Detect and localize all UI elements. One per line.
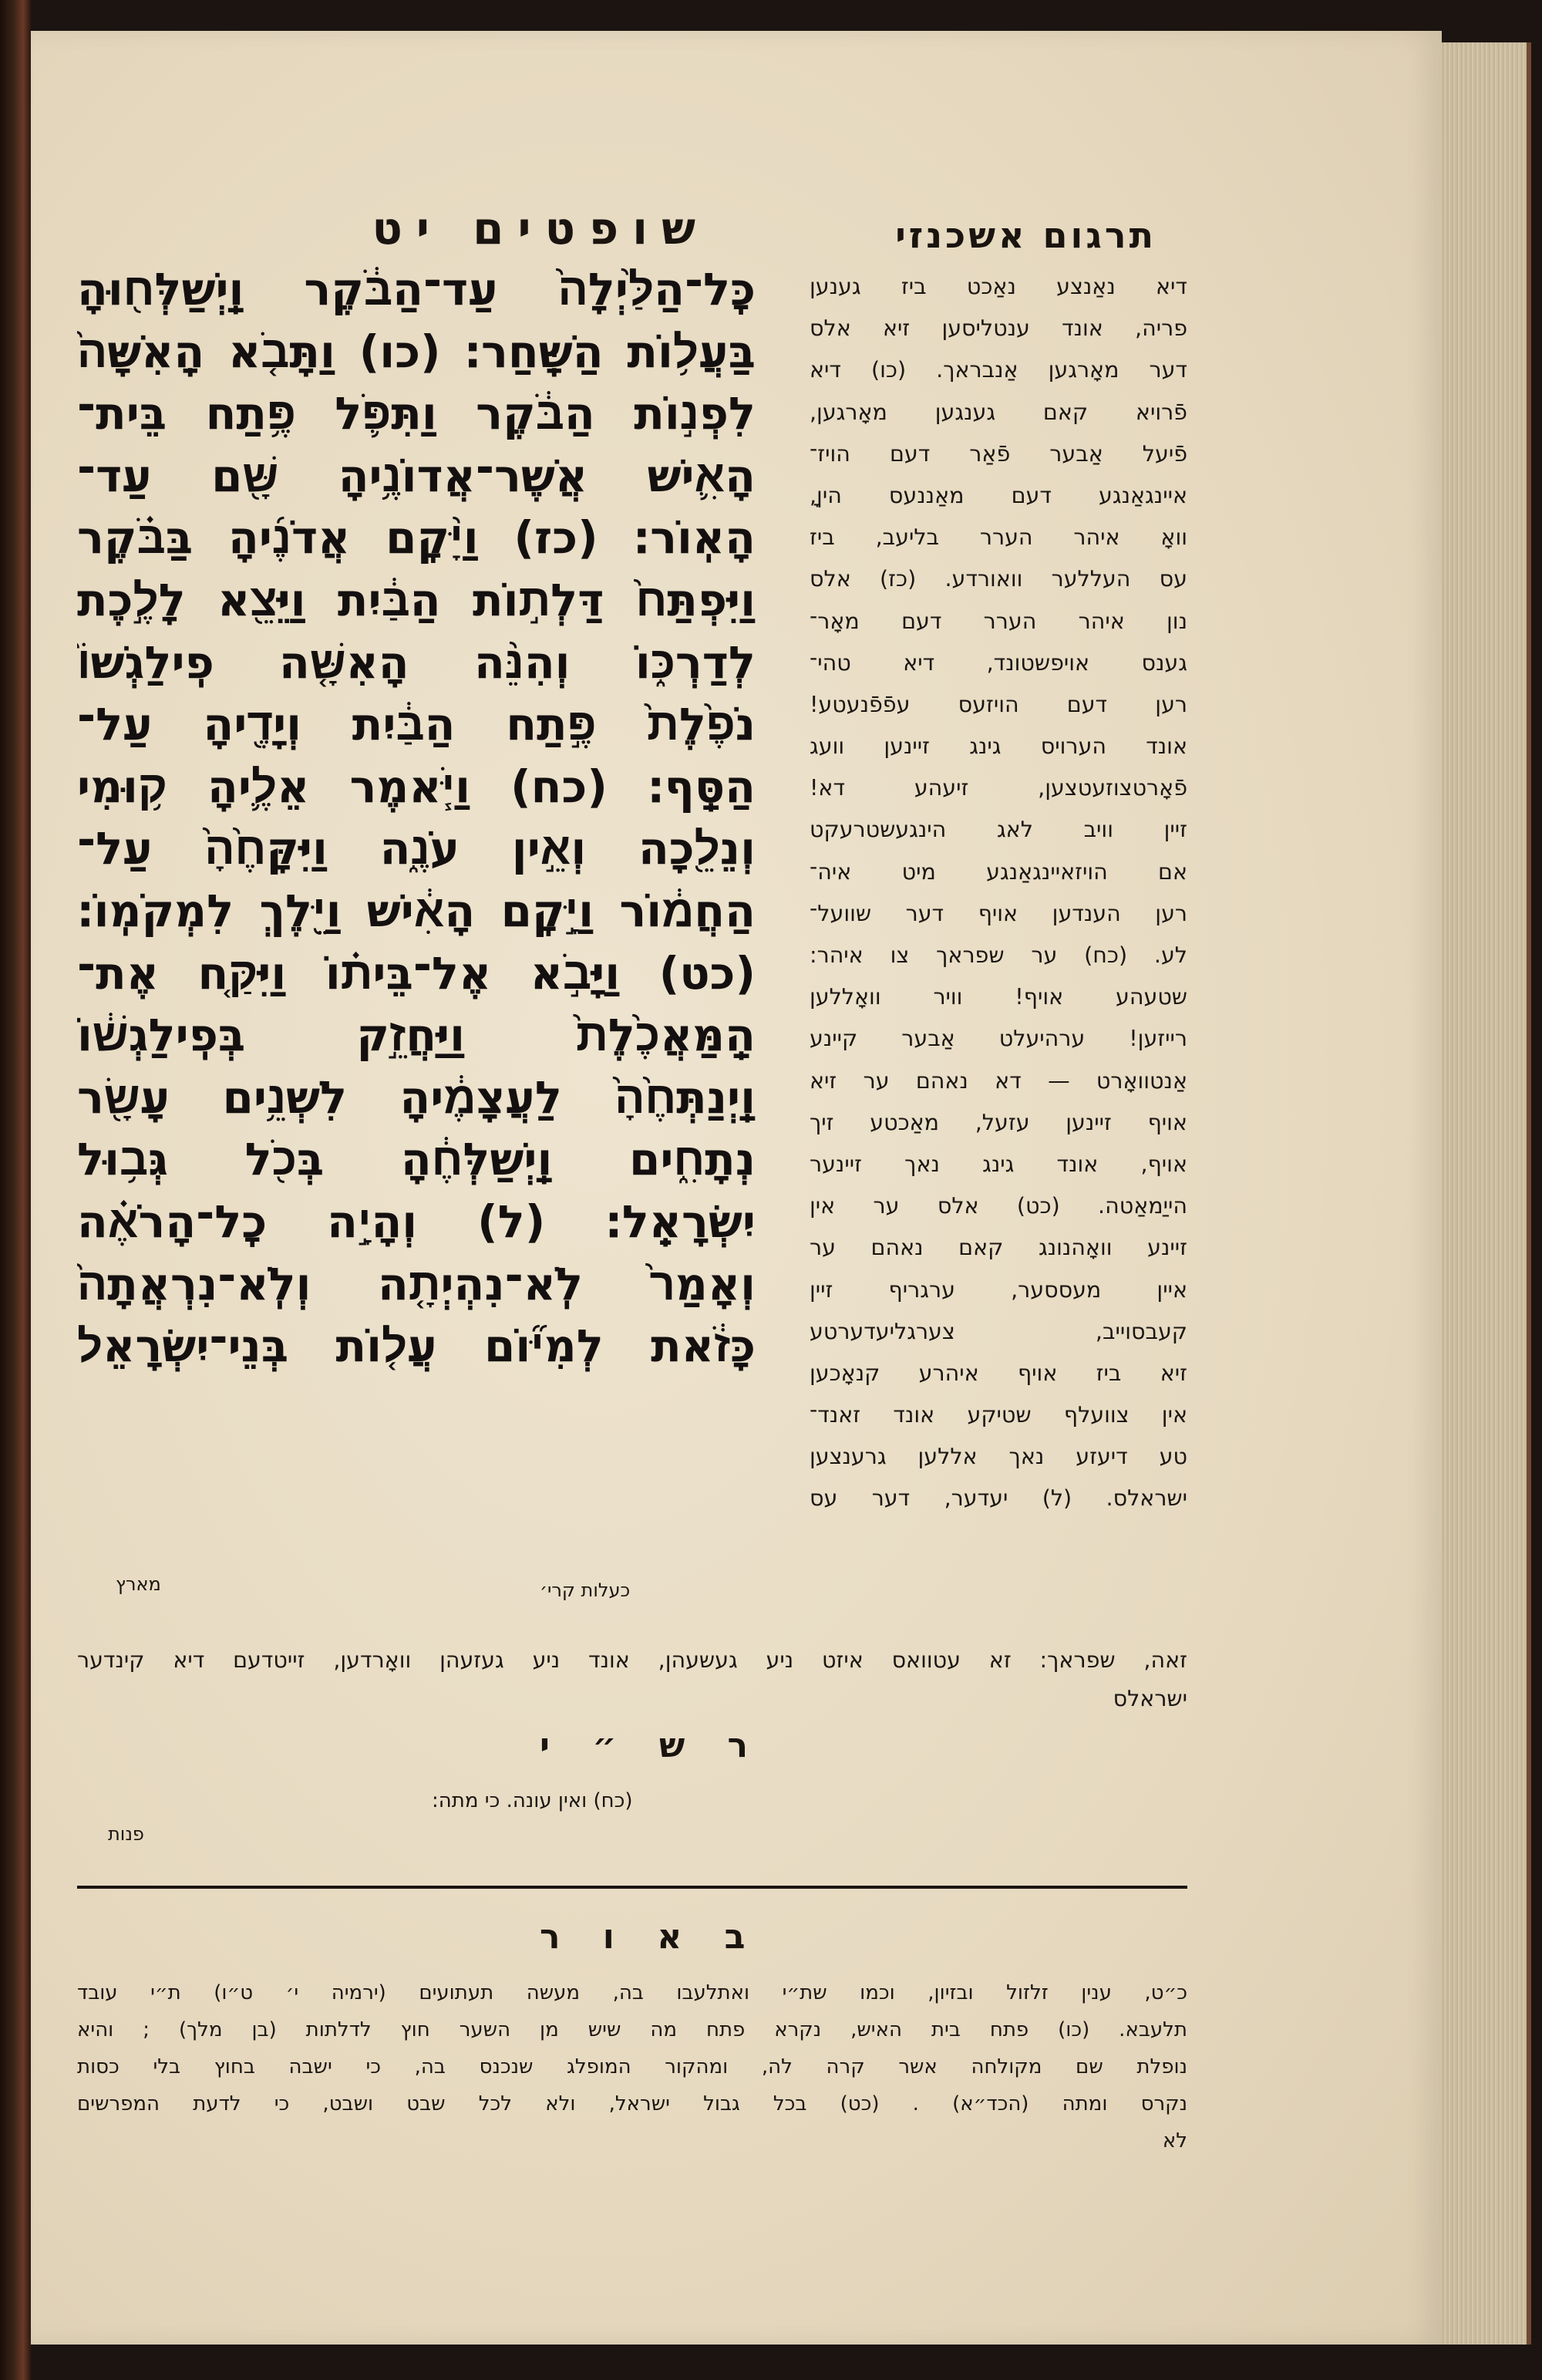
targum-text-line: איין מעססער, ערגריף זיין xyxy=(810,1276,1187,1303)
rashi-heading: ר ש ״ י xyxy=(540,1726,764,1765)
targum-text-line: אויף, אונד גינג נאך זיינער xyxy=(810,1151,1187,1177)
hebrew-text-line: הָאֽוֹר׃ (כז) וַיָּ֨קׇם אֲדֹנֶ֜יהָ בַּבֹּ֗קֶר xyxy=(77,511,756,565)
targum-text-line: אין צוועלף שטיקע אונד זאנד־ xyxy=(810,1402,1187,1428)
targum-text-line: טע דיעזע נאך אללען גרענצען xyxy=(810,1444,1187,1470)
biur-text-line: נקרס ומתה (הכד״א) . (כט) בכל גבול ישראל, ולא לכל שבט ושבט, כי לדעת המפרשים xyxy=(77,2092,1187,2115)
targum-title: תרגום אשכנזי xyxy=(895,214,1156,256)
catchword-bottom: פנות xyxy=(108,1823,144,1845)
hebrew-text-line: הַחֲמ֔וֹר וַיָּ֣קׇם הָאִ֔ישׁ וַיֵּ֖לֶךְ לִמְקֹמֽוֹ׃ xyxy=(77,884,756,937)
targum-text-line: אַנטוואָרט — דא נאהם ער זיא xyxy=(810,1067,1187,1094)
targum-text-line: רען דעם הויזעס עפֿפֿנעטע! xyxy=(810,691,1187,717)
targum-text-line: דער מאָרגען אַנבראך. (כו) דיא xyxy=(810,357,1187,383)
hebrew-text-line: (כט) וַיָּבֹ֣א אֶל־בֵּית֗וֹ וַיִּקַּ֤ח אֶת־ xyxy=(77,946,756,1000)
hebrew-text-line: בַּעֲל֥וֹת הַשָּֽׁחַר׃ (כו) וַתָּבֹ֤א הָֽאִשָּׁה֙ xyxy=(77,325,756,378)
hebrew-text-line: הַֽמַּאֲכֶ֙לֶת֙ וַיַּחֲזֵ֣ק בְּפִֽילַגְשׁ֔וֹ xyxy=(77,1009,756,1062)
targum-text-line: אונד הערויס גינג זיינען וועג xyxy=(810,733,1187,760)
hebrew-text-line: וַֽיְנַתְּחֶ֙הָ֙ לַעֲצָמֶ֔יהָ לִשְׁנֵ֥ים עָשָׂ֖ר xyxy=(77,1070,756,1124)
targum-text-line: פֿרויא קאם גענגען מאָרגען, xyxy=(810,399,1187,425)
targum-text-line: פֿאָרטצוזעטצען, זיעהע דא! xyxy=(810,775,1187,801)
hebrew-text-line: כׇּל־הַלַּ֙יְלָה֙ עַד־הַבֹּ֔קֶר וַֽיְשַׁלְּח֖וּהָ xyxy=(77,263,756,315)
hebrew-text-line: כָּזֹ֔את לְמִיּ֞וֹם עֲל֤וֹת בְּנֵי־יִשְׂרָאֵל֙ xyxy=(77,1320,756,1373)
targum-text-line: לע. (כח) ער שפראך צו איהר: xyxy=(810,942,1187,968)
hebrew-text-line: וְאָמַר֙ לֹֽא־נִהְיְתָ֤ה וְלֹֽא־נִרְאֲתָה֙ xyxy=(77,1257,756,1310)
hebrew-text-line: נֹפֶ֙לֶת֙ פֶּ֣תַח הַבַּ֔יִת וְיָדֶ֖יהָ עַל־ xyxy=(77,698,756,751)
qere-note: כעלות קרי׳ xyxy=(540,1579,631,1601)
hebrew-text-line: לְדַרְכּ֑וֹ וְהִנֵּ֨ה הָאִשָּׁ֤ה פִֽילַגְשׁוֹ֙ xyxy=(77,635,756,689)
divider-rule xyxy=(77,1886,1187,1889)
hebrew-text-line: וְנֵלֵ֖כָה וְאֵ֣ין עֹנֶ֑ה וַיִּקָּחֶ֙הָ֙ עַל־ xyxy=(77,822,756,875)
targum-continuation-line: זאה, שפראך: זא עטוואס איזט ניע געשעהן, אונד ניע געזעהן וואָרדען, זייטדעם דיא קינדער xyxy=(77,1647,1187,1673)
targum-text-line: וואָ איהר הערר בליעב, ביז xyxy=(810,524,1187,551)
targum-text-line: זיינע וואָהנונג קאם נאהם ער xyxy=(810,1235,1187,1261)
page-edges xyxy=(1442,42,1531,2345)
targum-text-line: אויף זיינען עזעל, מאַכטע זיך xyxy=(810,1109,1187,1135)
biur-text-line: כ״ט, ענין זלזול ובזיון, וכמו שת״י ואתלעבו בה, מעשה תעתועים (ירמיה י׳ ט״ו) ת״י עובד xyxy=(77,1981,1187,2004)
targum-text-line: ישראלס. (ל) יעדער, דער עס xyxy=(810,1485,1187,1512)
hebrew-text-line: הַסַּֽף׃ (כח) וַיֹּ֧אמֶר אֵלֶ֛יהָ ק֥וּמִי xyxy=(77,760,756,813)
targum-text-line: זיא ביז אויף איהרע קנאָכען xyxy=(810,1360,1187,1386)
targum-text-line: קעבסוייב, צערגליעדערטע xyxy=(810,1318,1187,1344)
targum-text-line: נון איהר הערר דעם מאָר־ xyxy=(810,608,1187,634)
targum-continuation-line: ישראלס xyxy=(1113,1686,1187,1711)
targum-continuation xyxy=(77,1641,1187,1718)
targum-text-line: דיא נאַנצע נאַכט ביז גענען xyxy=(810,274,1187,299)
hebrew-text-line: הָאִ֛ישׁ אֲשֶׁר־אֲדוֹנֶ֥יהָ שָּׁ֖ם עַד־ xyxy=(77,449,756,502)
targum-text-line: פריה, אונד ענטליסען זיא אלס xyxy=(810,315,1187,342)
targum-text-line: זיין וויב לאג הינגעשטרעקט xyxy=(810,817,1187,843)
hebrew-text-line: וַיִּפְתַּח֙ דַּלְת֣וֹת הַבַּ֔יִת וַיֵּצֵ֖א לָלֶ֣כֶת xyxy=(77,573,756,626)
targum-text-line: איינגאַנגע דעם מאַננעס היןָ, xyxy=(810,482,1187,508)
hebrew-text-line: יִשְׂרָאֵֽל׃ (ל) וְהָיָ֣ה כׇל־הָרֹאֶ֗ה xyxy=(77,1195,756,1248)
biur-heading: ב א ו ר xyxy=(540,1917,761,1957)
targum-text-line: הייַמאַטה. (כט) אלס ער אין xyxy=(810,1193,1187,1219)
targum-text-line: פֿיעל אַבער פֿאַר דעם הויז־ xyxy=(810,440,1187,467)
targum-text-line: אם הויזאיינגאַנגע מיט איה־ xyxy=(810,858,1187,885)
biur-text-line: תלעבא. (כו) פתח בית האיש, נקרא פתח מה שיש מן השער חוץ לדלתות (בן מלך) ; והיא xyxy=(77,2018,1187,2041)
targum-text-line: עס העללער וואורדע. (כז) אלס xyxy=(810,566,1187,592)
biur-text-line: לא xyxy=(1162,2129,1187,2152)
hebrew-text-column xyxy=(77,258,756,1377)
targum-text-line: רייזען! ערהיעלט אַבער קיינע xyxy=(810,1026,1187,1052)
rashi-commentary: (כח) ואין עונה. כי מתה: xyxy=(432,1789,633,1812)
catchword-left: מארץ xyxy=(116,1573,161,1595)
hebrew-text-line: נְתָחִ֑ים וַֽיְשַׁלְּחֶ֔הָ בְּכֹ֖ל גְּב֥וּל xyxy=(77,1133,756,1186)
targum-text-line: רען הענדען אויף דער שוועל־ xyxy=(810,900,1187,926)
biur-text-line: נופלת שם מקולחה אשר קרה לה, ומהקור המופלג שנכנס בה, כי ישבה בחוץ בלי כסות xyxy=(77,2055,1187,2078)
page-title: שופטים יט xyxy=(372,202,709,255)
targum-text-line: גענס אויפשטונד, דיא טהי־ xyxy=(810,649,1187,676)
hebrew-text-line: לִפְנ֣וֹת הַבֹּ֔קֶר וַתִּפֹּ֛ל פֶּ֥תַח בֵּית־ xyxy=(77,387,756,440)
targum-column xyxy=(810,266,1187,1520)
targum-text-line: שטעהע אויף! וויר וואָללען xyxy=(810,984,1187,1010)
book-spine xyxy=(0,0,31,2380)
biur-commentary xyxy=(77,1974,1187,2159)
